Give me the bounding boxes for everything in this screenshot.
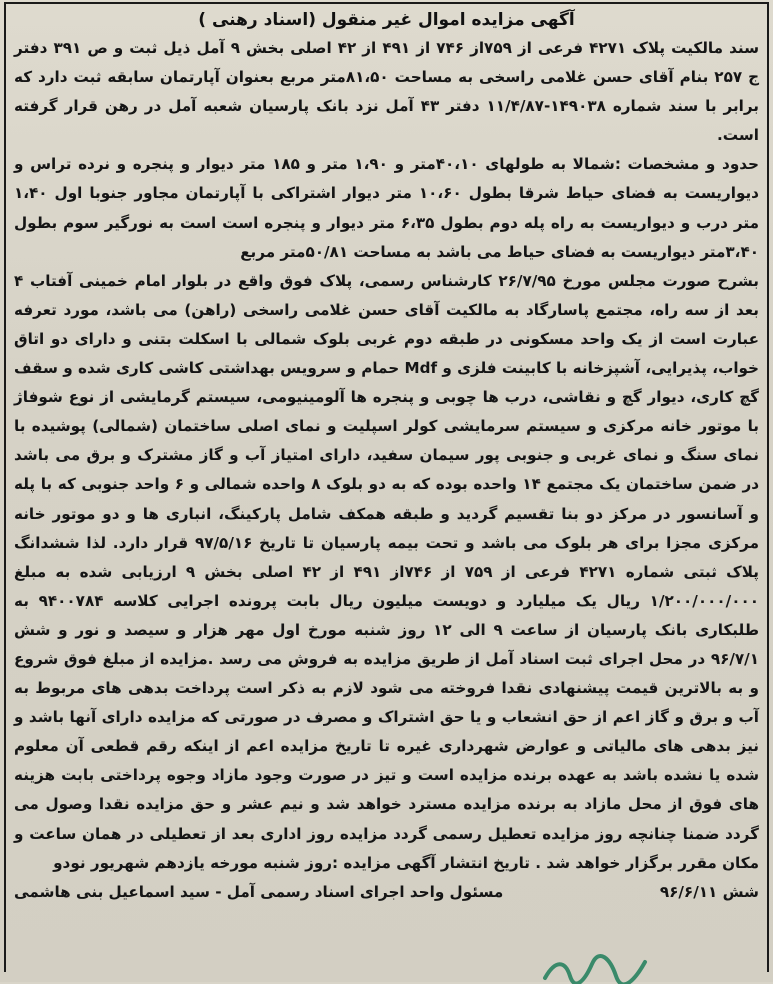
notice-border — [4, 2, 769, 972]
signatory-line: مسئول واحد اجرای اسناد رسمی آمل - سید اسماعیل بنی هاشمی — [14, 882, 504, 901]
handwritten-stamp-mark — [540, 950, 650, 984]
date-line: شش ۹۶/۶/۱۱ — [659, 882, 759, 901]
paragraph-boundaries: حدود و مشخصات :شمالا به طولهای ۴۰،۱۰متر و ۱،۹۰ متر و ۱۸۵ متر دیوار و پنجره و نرده تراس و دیواریست به فضای حیاط شرقا بطول ۱۰،۶۰ متر دیوار اشتراکی با آپارتمان مجاور جنوبا اول ۱،۴۰ متر درب و دیواریست به راه پله دوم بطول ۶،۳۵ متر دیوار و پنجره است است به نورگیر سوم بطول ۳،۴۰متر دیواریست به فضای حیاط می باشد به مساحت ۵۰/۸۱متر مربع — [14, 155, 759, 261]
paragraph-auction-details: بشرح صورت مجلس مورخ ۲۶/۷/۹۵ کارشناس رسمی، پلاک فوق واقع در بلوار امام خمینی آفتاب ۴ بعد از سه راه، مجتمع پاسارگاد به مالکیت آقای حسن غلامی راسخی (راهن) می باشد، مورد تعرفه عبارت است از یک واحد مسکونی در طبقه دوم غربی بلوک شمالی با اسکلت بتنی و دارای دو اتاق خواب، پذیرایی، آشپزخانه با کابینت فلزی و Mdf حمام و سرویس بهداشتی کاشی کاری شده و سقف گچ کاری، دیوار گچ و نقاشی، درب ها چوبی و پنجره ها آلومینیومی، سیستم گرمایشی از نوع شوفاژ با موتور خانه مرکزی و سیستم سرمایشی کولر اسپلیت و نمای اصلی ساختمان (شمالی) پوشیده با نمای سنگ و نمای غربی و جنوبی پور سیمان سفید، دارای امتیاز آب و گاز مشترک و برق می باشد در ضمن ساختمان یک مجتمع ۱۴ واحده بوده که به دو بلوک ۸ واحده شمالی و ۶ واحد جنوبی که با پله و آسانسور در مرکز دو بنا تقسیم گردید و طبقه همکف شامل پارکینگ، انباری ها و دو موتور خانه مرکزی مجزا برای هر بلوک می باشد و تحت بیمه پارسیان تا تاریخ ۹۷/۵/۱۶ قرار دارد. لذا ششدانگ پلاک ثبتی شماره ۴۲۷۱ فرعی از ۷۵۹ از ۷۴۶از ۴۹۱ از ۴۲ اصلی بخش ۹ ارزیابی شده به مبلغ ۱/۲۰۰/۰۰۰/۰۰۰ ریال یک میلیارد و دویست میلیون ریال بابت پرونده اجرایی کلاسه ۹۴۰۰۷۸۴ به طلبکاری بانک پارسیان از ساعت ۹ الی ۱۲ روز شنبه مورخ اول مهر هزار و سیصد و نور و شش ۹۶/۷/۱ در محل اجرای ثبت اسناد آمل از طریق مزایده به فروش می رسد .مزایده از مبلغ فوق شروع و به بالاترین قیمت پیشنهادی نقدا فروخته می شود لازم به ذکر است پرداخت بدهی های مربوط به آب و برق و گاز اعم از حق انشعاب و یا حق اشتراک و مصرف در صورتی که مزایده دارای آنها باشد و نیز بدهی های مالیاتی و عوارض شهرداری غیره تا تاریخ مزایده اعم از اینکه رقم قطعی آن معلوم شده یا نشده باشد به عهده برنده مزایده است و تیز در صورت وجود مازاد وجوه پرداختی بابت هزینه های فوق از محل مازاد به برنده مزایده مسترد خواهد شد و نیم عشر و حق مزایده نقدا وصول می گردد ضمنا چنانچه روز مزایده تعطیل رسمی گردد مزایده روز اداری بعد از تعطیلی در همان ساعت و مکان مقرر برگزار خواهد شد . تاریخ انتشار آگهی مزایده :روز شنبه مورخه یازدهم شهریور نودو — [14, 271, 760, 872]
paragraph-deed: سند مالکیت پلاک ۴۲۷۱ فرعی از ۷۵۹از ۷۴۶ از ۴۹۱ از ۴۲ اصلی بخش ۹ آمل ذیل ثبت و ص ۳۹۱ دفتر ج ۲۵۷ بنام آقای حسن غلامی راسخی به مساحت ۸۱،۵۰متر مربع بعنوان آپارتمان سابقه ثبت دارد که برابر با سند شماره ۱۴۹۰۳۸-۱۱/۴/۸۷ دفتر ۴۳ آمل نزد بانک پارسیان شعبه آمل در رهن قرار گرفته است. — [14, 39, 760, 145]
notice-title: آگهی مزایده اموال غیر منقول (اسناد رهنی ) — [198, 10, 575, 30]
